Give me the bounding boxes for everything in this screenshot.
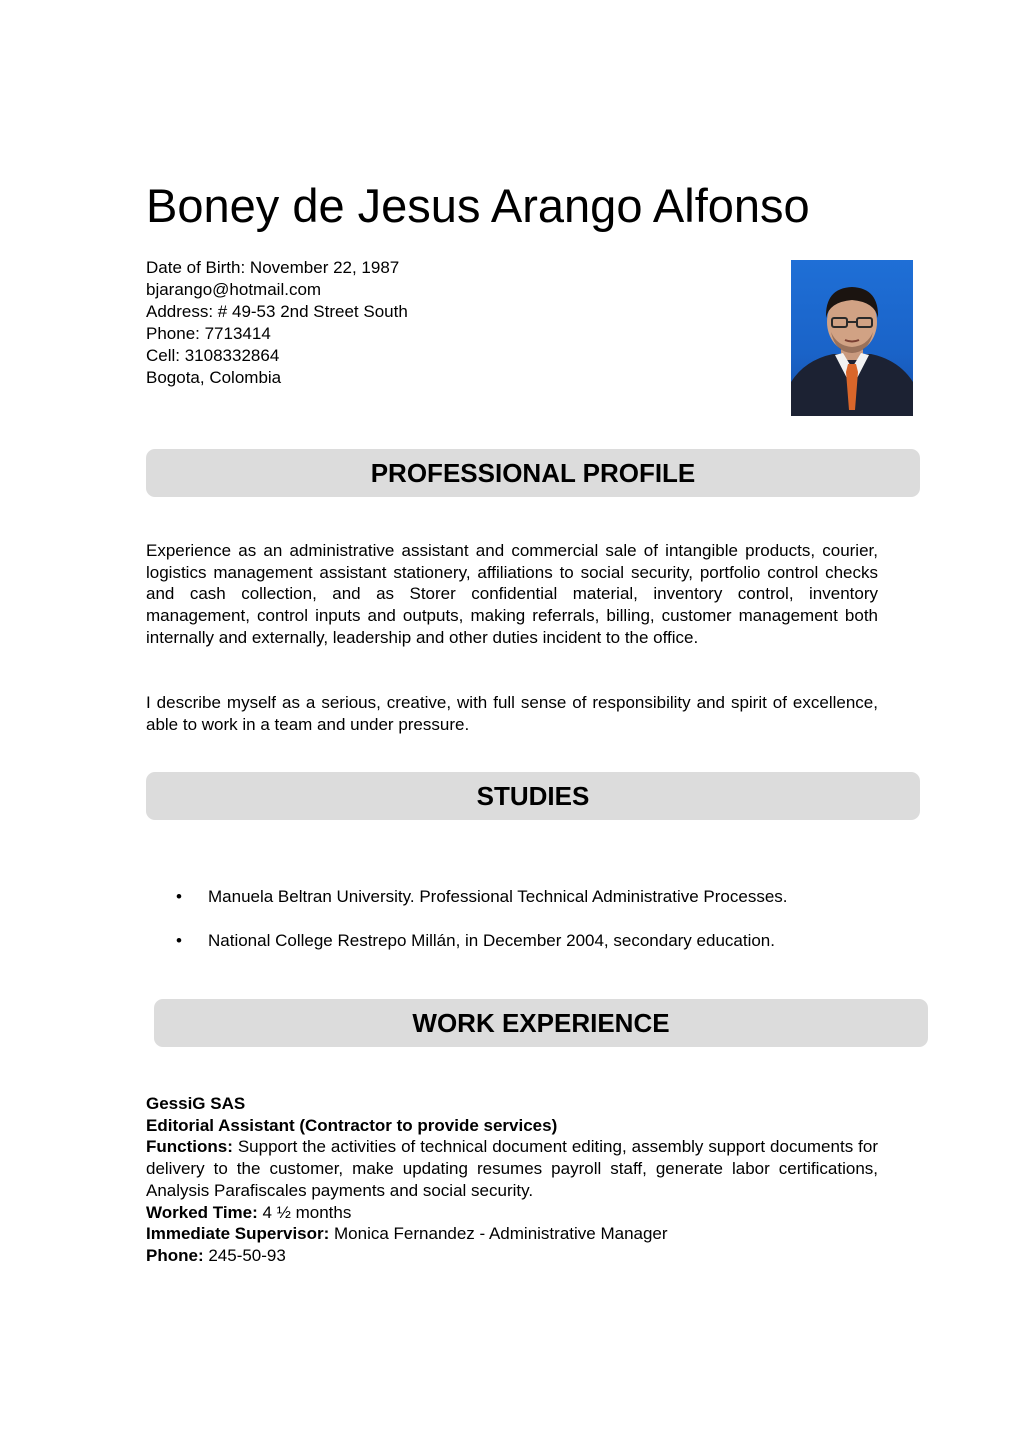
section-title: STUDIES: [476, 780, 590, 811]
company-name: GessiG SAS: [146, 1094, 246, 1113]
contact-info: [146, 257, 408, 389]
profile-paragraph-2: I describe myself as a serious, creative, with full sense of responsibility and spirit of excellence, able to work in a team and under pressure.: [146, 693, 878, 734]
email: bjarango@hotmail.com: [146, 280, 322, 299]
immediate-supervisor: [146, 1223, 878, 1245]
worked-time-label: Worked Time:: [146, 1202, 258, 1222]
profile-photo: [791, 260, 913, 416]
date-of-birth: Date of Birth: November 22, 1987: [146, 258, 400, 277]
phone-value: 245-50-93: [203, 1245, 286, 1265]
studies-list: [172, 886, 788, 974]
profile-paragraph-1: Experience as an administrative assistant and commercial sale of intangible products, courier, logistics management assistant stationery, affiliations to social security, portfolio control checks and cash collection, and as Storer confidential material, inventory control, inventory management, control inputs and outputs, making referrals, billing, customer management both internally and externally, leadership and other duties incident to the office.: [146, 541, 878, 647]
portrait-illustration: [791, 260, 913, 416]
phone-label: Phone:: [146, 1245, 204, 1265]
worked-time: [146, 1202, 878, 1224]
list-item: [172, 886, 788, 930]
work-experience-header: [154, 999, 928, 1047]
section-title: PROFESSIONAL PROFILE: [370, 457, 696, 488]
candidate-name: Boney de Jesus Arango Alfonso: [146, 179, 810, 232]
phone: Phone: 7713414: [146, 324, 271, 343]
bullet-icon: •: [176, 931, 182, 950]
supervisor-value: Monica Fernandez - Administrative Manager: [329, 1224, 668, 1244]
job-position: Editorial Assistant (Contractor to provide services): [146, 1115, 558, 1135]
bullet-icon: •: [176, 887, 182, 906]
job-functions: [146, 1136, 878, 1201]
city: Bogota, Colombia: [146, 368, 282, 387]
study-item-text: National College Restrepo Millán, in December 2004, secondary education.: [208, 931, 775, 950]
section-title: WORK EXPERIENCE: [412, 1007, 670, 1038]
study-item-text: Manuela Beltran University. Professional Technical Administrative Processes.: [208, 887, 788, 906]
professional-profile-header: [146, 449, 920, 497]
functions-text: Support the activities of technical document editing, assembly support documents for delivery to the customer, make updating resumes payroll staff, generate labor certifications, Analysis Parafiscales payments and social security.: [146, 1137, 878, 1200]
worked-time-value: 4 ½ months: [257, 1202, 352, 1222]
functions-label: Functions:: [146, 1137, 233, 1157]
work-entry: [146, 1093, 878, 1267]
cell: Cell: 3108332864: [146, 346, 280, 365]
list-item: [172, 930, 788, 974]
address: Address: # 49-53 2nd Street South: [146, 302, 408, 321]
studies-header: [146, 772, 920, 820]
supervisor-label: Immediate Supervisor:: [146, 1224, 330, 1244]
work-phone: [146, 1245, 878, 1267]
